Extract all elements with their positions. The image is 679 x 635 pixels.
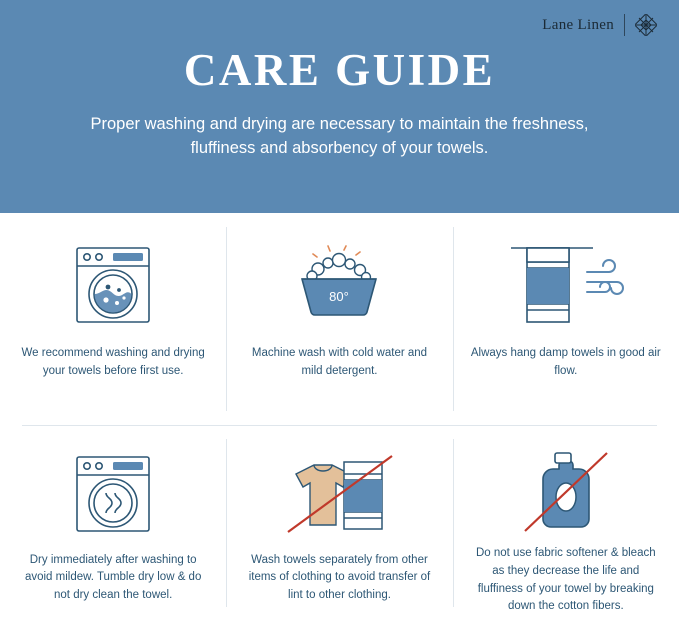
brand-lockup: [542, 14, 657, 36]
tip-caption: We recommend washing and drying your towels before first use.: [21, 347, 205, 377]
tip-card-wash-separately: [226, 425, 452, 621]
tip-card-machine-wash-cold: [226, 213, 452, 425]
tip-caption: Dry immediately after washing to avoid mildew. Tumble dry low & do not dry clean the towel.: [24, 553, 202, 602]
tip-card-dry-immediately: [0, 425, 226, 621]
tips-row-top: [0, 213, 679, 425]
hanging-towel-airflow-icon: [501, 235, 631, 335]
tip-caption: Do not use fabric softener & bleach as they decrease the life and fluffiness of your towel by breaking down the cotton fibers.: [475, 547, 656, 613]
tip-card-no-fabric-softener: [453, 425, 679, 621]
wash-basin-icon: [284, 235, 394, 335]
no-mixed-laundry-icon: [274, 447, 404, 542]
tips-row-bottom: [0, 425, 679, 621]
tip-caption: Machine wash with cold water and mild detergent.: [251, 347, 428, 377]
page-title: CARE GUIDE: [183, 45, 496, 95]
tip-card-hang-damp-towels: [453, 213, 679, 425]
svg-text:80°: 80°: [329, 289, 350, 304]
tip-card-wash-before-use: [0, 213, 226, 425]
brand-name: Lane Linen: [542, 16, 614, 33]
tumble-dryer-icon: [69, 447, 157, 542]
washing-machine-icon: [69, 235, 157, 335]
no-fabric-softener-icon: [511, 447, 621, 535]
tip-caption: Always hang damp towels in good air flow.: [470, 347, 661, 377]
tip-caption: Wash towels separately from other items of clothing to avoid transfer of lint to other clothing.: [248, 553, 431, 602]
diamond-weave-logo-icon: [635, 14, 657, 36]
brand-divider: [624, 14, 625, 36]
header-banner: [0, 0, 679, 213]
page-subtitle: Proper washing and drying are necessary to maintain the freshness, fluffiness and absorbency of your towels.: [90, 115, 589, 157]
care-tips-grid: [0, 213, 679, 621]
